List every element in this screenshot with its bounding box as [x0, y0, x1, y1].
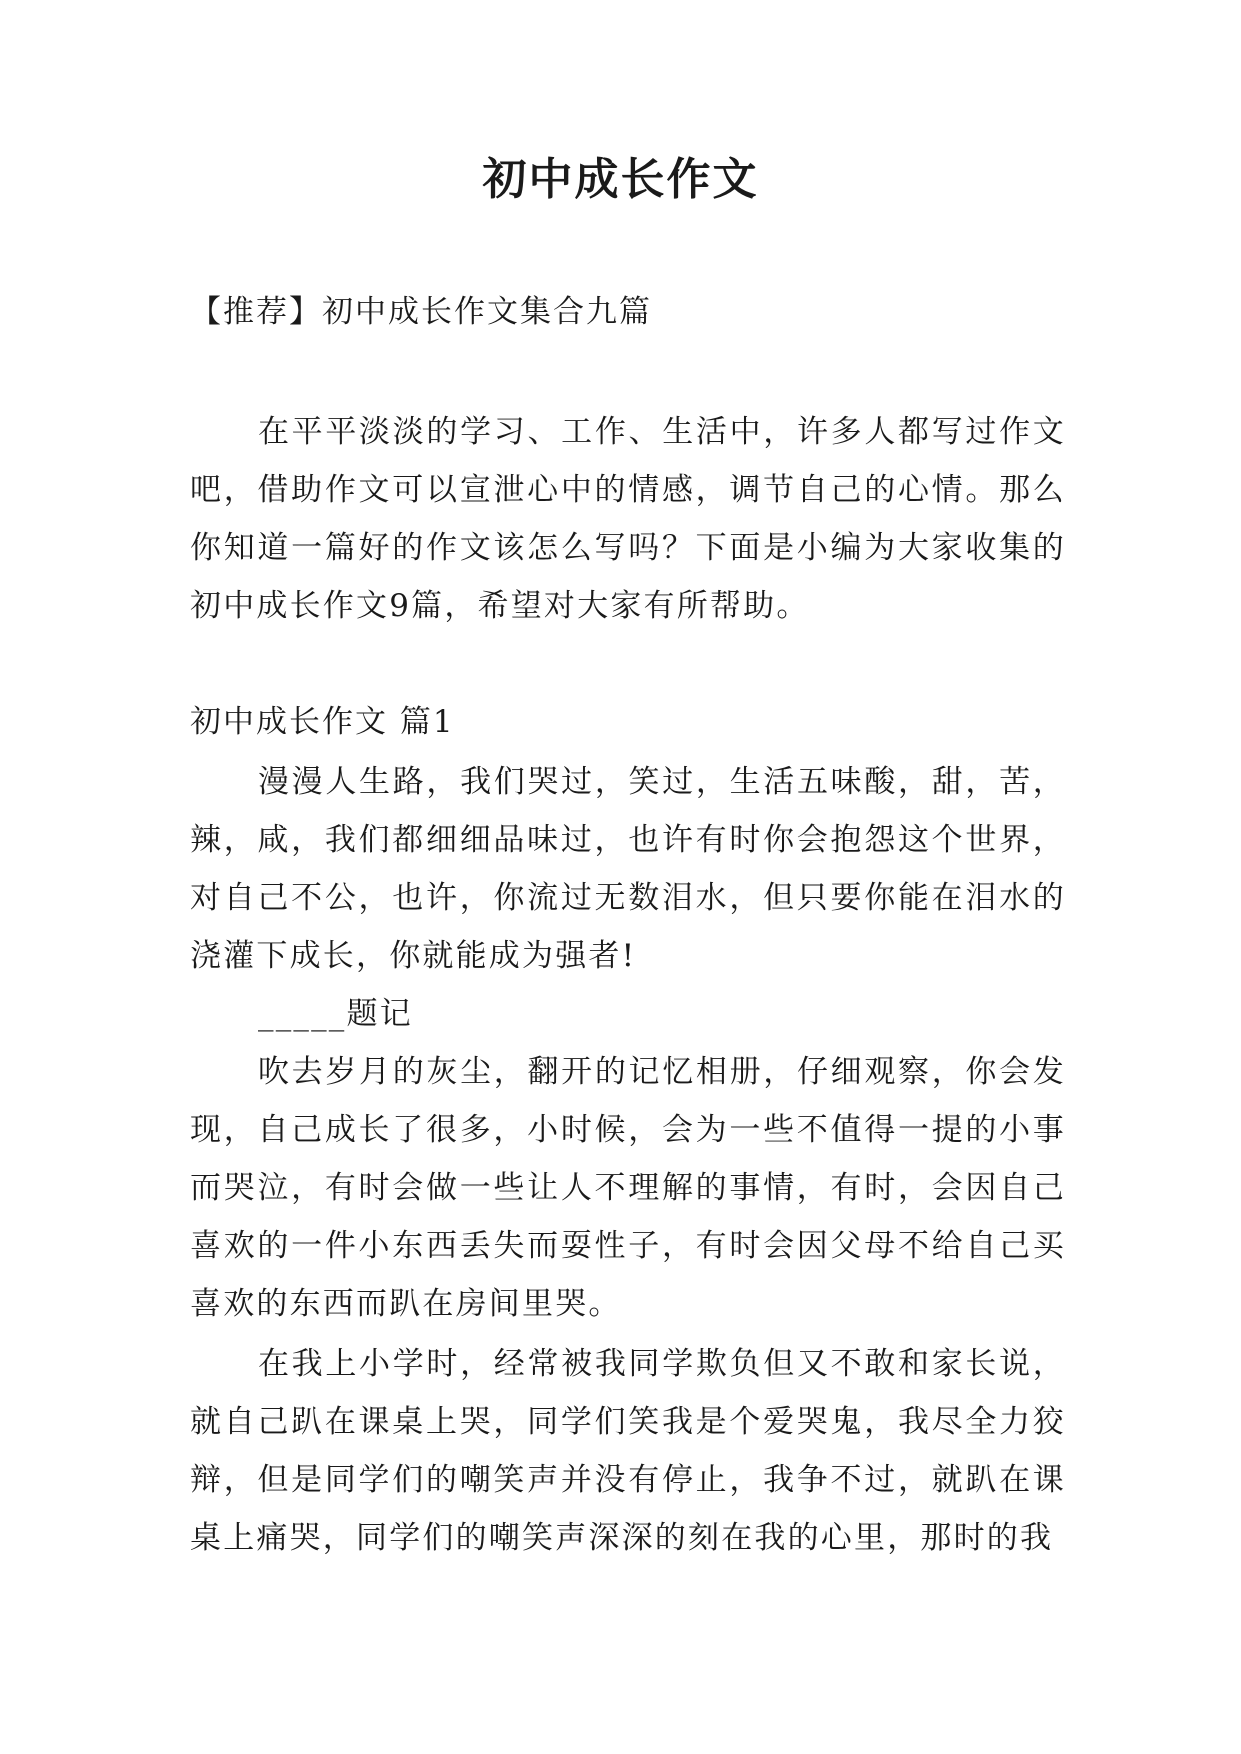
body-paragraph: 漫漫人生路，我们哭过，笑过，生活五味酸，甜，苦，辣，咸，我们都细细品味过，也许有时你会抱怨这个世界，对自己不公，也许，你流过无数泪水，但只要你能在泪水的浇灌下成长，你就能成为强者! [190, 764, 1066, 974]
intro-paragraph: 在平平淡淡的学习、工作、生活中，许多人都写过作文吧，借助作文可以宣泄心中的情感，调节自己的心情。那么你知道一篇好的作文该怎么写吗？下面是小编为大家收集的初中成长作文9篇，希望对大家有所帮助。 [190, 414, 1066, 624]
section-heading: 初中成长作文 篇1 [190, 704, 455, 740]
body-paragraph: 在我上小学时，经常被我同学欺负但又不敢和家长说，就自己趴在课桌上哭，同学们笑我是个爱哭鬼，我尽全力狡辩，但是同学们的嘲笑声并没有停止，我争不过，就趴在课桌上痛哭，同学们的嘲笑声深深的刻在我的心里，那时的我 [190, 1346, 1066, 1556]
epigraph-note: _____题记 [258, 996, 413, 1032]
body-paragraph: 吹去岁月的灰尘，翻开的记忆相册，仔细观察，你会发现，自己成长了很多，小时候，会为一些不值得一提的小事而哭泣，有时会做一些让人不理解的事情，有时，会因自己喜欢的一件小东西丢失而耍性子，有时会因父母不给自己买喜欢的东西而趴在房间里哭。 [190, 1054, 1066, 1322]
document-subtitle: 【推荐】初中成长作文集合九篇 [190, 294, 652, 330]
document-title: 初中成长作文 [482, 154, 759, 205]
